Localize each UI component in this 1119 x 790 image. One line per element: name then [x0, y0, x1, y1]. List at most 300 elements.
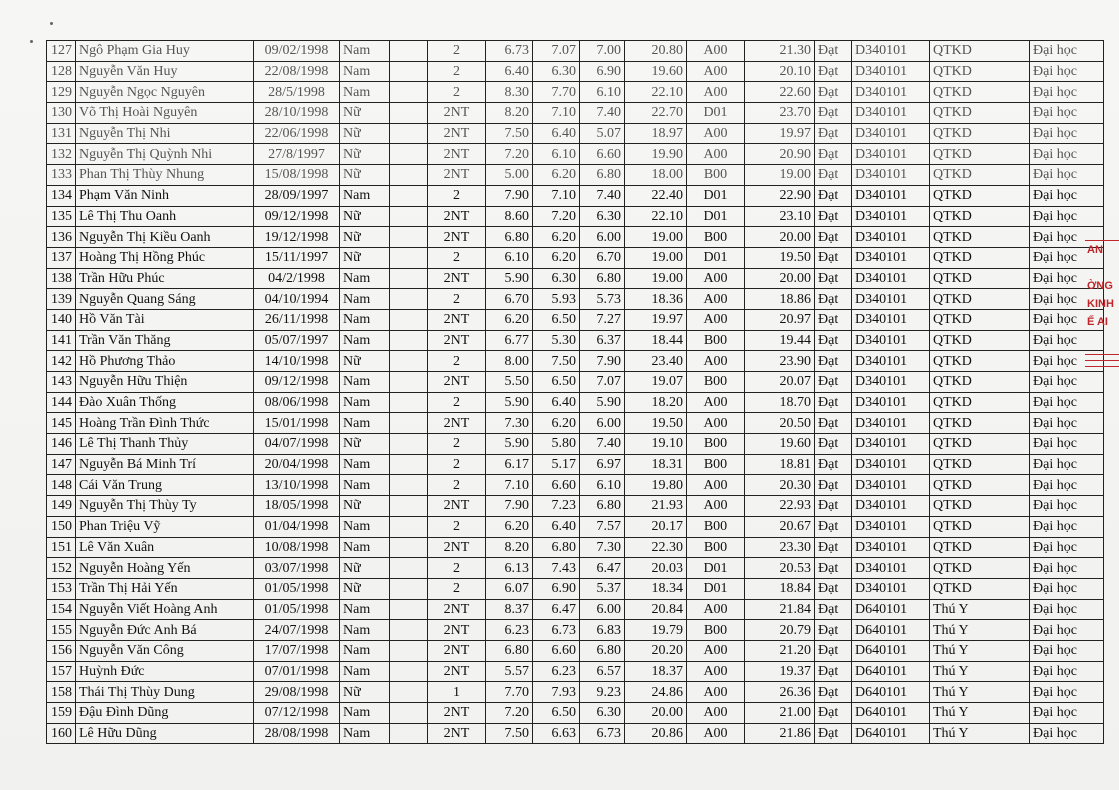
subject-score-3: 6.80 — [580, 165, 625, 186]
student-name: Hồ Phương Thảo — [76, 351, 254, 372]
table-row — [47, 703, 1104, 724]
subject-score-2: 6.50 — [533, 309, 580, 330]
major-name: QTKD — [930, 123, 1030, 144]
birth-date: 04/2/1998 — [254, 268, 340, 289]
subject-score-3: 7.07 — [580, 372, 625, 393]
major-code: D340101 — [852, 413, 930, 434]
blank-cell — [390, 185, 428, 206]
subject-total: 19.60 — [625, 61, 687, 82]
subject-score-2: 7.20 — [533, 206, 580, 227]
blank-cell — [390, 496, 428, 517]
subject-score-2: 7.23 — [533, 496, 580, 517]
row-number: 158 — [47, 682, 76, 703]
table-row — [47, 723, 1104, 744]
subject-score-1: 6.80 — [486, 227, 533, 248]
student-name: Hoàng Trần Đình Thức — [76, 413, 254, 434]
education-level: Đại học — [1030, 661, 1104, 682]
gender: Nữ — [340, 206, 390, 227]
exam-block: A00 — [687, 475, 745, 496]
subject-total: 19.97 — [625, 309, 687, 330]
subject-score-2: 5.30 — [533, 330, 580, 351]
subject-score-1: 5.90 — [486, 268, 533, 289]
birth-date: 01/05/1998 — [254, 578, 340, 599]
birth-date: 20/04/1998 — [254, 454, 340, 475]
priority-area: 2NT — [428, 372, 486, 393]
subject-score-2: 6.50 — [533, 703, 580, 724]
major-name: QTKD — [930, 82, 1030, 103]
row-number: 157 — [47, 661, 76, 682]
result-status: Đạt — [815, 351, 852, 372]
table-row — [47, 372, 1104, 393]
priority-area: 2 — [428, 392, 486, 413]
student-name: Lê Văn Xuân — [76, 537, 254, 558]
final-score: 20.97 — [745, 309, 815, 330]
subject-score-3: 6.30 — [580, 206, 625, 227]
final-score: 20.50 — [745, 413, 815, 434]
birth-date: 29/08/1998 — [254, 682, 340, 703]
gender: Nam — [340, 640, 390, 661]
gender: Nữ — [340, 144, 390, 165]
major-code: D340101 — [852, 516, 930, 537]
final-score: 19.37 — [745, 661, 815, 682]
subject-total: 19.50 — [625, 413, 687, 434]
table-row — [47, 144, 1104, 165]
result-status: Đạt — [815, 703, 852, 724]
gender: Nam — [340, 454, 390, 475]
row-number: 131 — [47, 123, 76, 144]
blank-cell — [390, 413, 428, 434]
blank-cell — [390, 330, 428, 351]
major-code: D340101 — [852, 185, 930, 206]
major-name: QTKD — [930, 41, 1030, 62]
priority-area: 2 — [428, 454, 486, 475]
exam-block: A00 — [687, 599, 745, 620]
student-name: Phan Triệu Vỹ — [76, 516, 254, 537]
stamp-text: AN — [1087, 244, 1103, 256]
subject-score-2: 7.10 — [533, 185, 580, 206]
student-name: Trần Hữu Phúc — [76, 268, 254, 289]
blank-cell — [390, 392, 428, 413]
major-name: Thú Y — [930, 640, 1030, 661]
blank-cell — [390, 454, 428, 475]
subject-score-1: 8.30 — [486, 82, 533, 103]
subject-score-1: 6.07 — [486, 578, 533, 599]
major-code: D340101 — [852, 330, 930, 351]
subject-score-2: 6.80 — [533, 537, 580, 558]
education-level: Đại học — [1030, 723, 1104, 744]
subject-total: 19.00 — [625, 227, 687, 248]
student-name: Nguyễn Hoàng Yến — [76, 558, 254, 579]
birth-date: 09/02/1998 — [254, 41, 340, 62]
table-row — [47, 578, 1104, 599]
student-name: Đậu Đình Dũng — [76, 703, 254, 724]
exam-block: B00 — [687, 516, 745, 537]
major-code: D340101 — [852, 123, 930, 144]
result-status: Đạt — [815, 372, 852, 393]
student-name: Đào Xuân Thống — [76, 392, 254, 413]
education-level: Đại học — [1030, 185, 1104, 206]
row-number: 139 — [47, 289, 76, 310]
birth-date: 28/10/1998 — [254, 103, 340, 124]
scan-speck — [30, 40, 33, 43]
subject-score-3: 6.83 — [580, 620, 625, 641]
result-status: Đạt — [815, 123, 852, 144]
birth-date: 15/11/1997 — [254, 247, 340, 268]
birth-date: 19/12/1998 — [254, 227, 340, 248]
subject-score-1: 7.50 — [486, 723, 533, 744]
row-number: 138 — [47, 268, 76, 289]
major-code: D340101 — [852, 227, 930, 248]
birth-date: 09/12/1998 — [254, 372, 340, 393]
row-number: 135 — [47, 206, 76, 227]
subject-total: 18.31 — [625, 454, 687, 475]
subject-total: 19.00 — [625, 247, 687, 268]
education-level: Đại học — [1030, 82, 1104, 103]
subject-score-3: 7.30 — [580, 537, 625, 558]
result-status: Đạt — [815, 247, 852, 268]
final-score: 23.30 — [745, 537, 815, 558]
result-status: Đạt — [815, 413, 852, 434]
major-name: QTKD — [930, 144, 1030, 165]
subject-score-2: 6.10 — [533, 144, 580, 165]
subject-score-1: 7.90 — [486, 496, 533, 517]
subject-score-2: 5.80 — [533, 434, 580, 455]
blank-cell — [390, 537, 428, 558]
row-number: 143 — [47, 372, 76, 393]
subject-score-1: 6.73 — [486, 41, 533, 62]
priority-area: 2NT — [428, 309, 486, 330]
blank-cell — [390, 123, 428, 144]
education-level: Đại học — [1030, 578, 1104, 599]
blank-cell — [390, 309, 428, 330]
subject-total: 22.30 — [625, 537, 687, 558]
subject-score-1: 6.40 — [486, 61, 533, 82]
gender: Nữ — [340, 227, 390, 248]
major-name: QTKD — [930, 247, 1030, 268]
row-number: 159 — [47, 703, 76, 724]
subject-score-2: 6.40 — [533, 392, 580, 413]
subject-score-1: 6.20 — [486, 309, 533, 330]
subject-score-2: 6.90 — [533, 578, 580, 599]
priority-area: 2 — [428, 61, 486, 82]
major-code: D640101 — [852, 599, 930, 620]
exam-block: B00 — [687, 537, 745, 558]
final-score: 20.00 — [745, 268, 815, 289]
row-number: 151 — [47, 537, 76, 558]
result-status: Đạt — [815, 165, 852, 186]
subject-score-1: 5.00 — [486, 165, 533, 186]
subject-total: 20.84 — [625, 599, 687, 620]
priority-area: 2NT — [428, 165, 486, 186]
subject-total: 24.86 — [625, 682, 687, 703]
birth-date: 24/07/1998 — [254, 620, 340, 641]
subject-score-3: 5.90 — [580, 392, 625, 413]
subject-score-1: 7.70 — [486, 682, 533, 703]
exam-block: D01 — [687, 558, 745, 579]
major-name: QTKD — [930, 392, 1030, 413]
subject-score-3: 7.00 — [580, 41, 625, 62]
major-name: QTKD — [930, 330, 1030, 351]
major-code: D340101 — [852, 289, 930, 310]
table-row — [47, 206, 1104, 227]
table-row — [47, 640, 1104, 661]
result-status: Đạt — [815, 723, 852, 744]
education-level: Đại học — [1030, 599, 1104, 620]
birth-date: 28/09/1997 — [254, 185, 340, 206]
row-number: 141 — [47, 330, 76, 351]
exam-block: B00 — [687, 227, 745, 248]
major-name: QTKD — [930, 475, 1030, 496]
exam-block: A00 — [687, 41, 745, 62]
education-level: Đại học — [1030, 206, 1104, 227]
blank-cell — [390, 144, 428, 165]
major-name: QTKD — [930, 558, 1030, 579]
major-code: D340101 — [852, 165, 930, 186]
subject-total: 19.79 — [625, 620, 687, 641]
gender: Nữ — [340, 578, 390, 599]
gender: Nam — [340, 41, 390, 62]
major-name: QTKD — [930, 372, 1030, 393]
major-code: D640101 — [852, 661, 930, 682]
table-row — [47, 537, 1104, 558]
subject-score-1: 5.57 — [486, 661, 533, 682]
row-number: 156 — [47, 640, 76, 661]
subject-score-2: 7.93 — [533, 682, 580, 703]
table-row — [47, 330, 1104, 351]
result-status: Đạt — [815, 682, 852, 703]
gender: Nam — [340, 330, 390, 351]
education-level: Đại học — [1030, 123, 1104, 144]
education-level: Đại học — [1030, 372, 1104, 393]
blank-cell — [390, 558, 428, 579]
final-score: 18.70 — [745, 392, 815, 413]
blank-cell — [390, 61, 428, 82]
priority-area: 2NT — [428, 599, 486, 620]
blank-cell — [390, 661, 428, 682]
exam-block: A00 — [687, 703, 745, 724]
table-row — [47, 475, 1104, 496]
subject-score-3: 6.57 — [580, 661, 625, 682]
major-code: D340101 — [852, 309, 930, 330]
table-row — [47, 413, 1104, 434]
gender: Nam — [340, 309, 390, 330]
gender: Nam — [340, 703, 390, 724]
priority-area: 2 — [428, 558, 486, 579]
row-number: 160 — [47, 723, 76, 744]
subject-score-3: 6.90 — [580, 61, 625, 82]
subject-score-1: 6.17 — [486, 454, 533, 475]
result-status: Đạt — [815, 268, 852, 289]
gender: Nam — [340, 82, 390, 103]
final-score: 20.00 — [745, 227, 815, 248]
result-status: Đạt — [815, 620, 852, 641]
final-score: 23.10 — [745, 206, 815, 227]
subject-score-2: 6.40 — [533, 516, 580, 537]
subject-score-2: 7.70 — [533, 82, 580, 103]
stamp-text: ỜNG — [1087, 280, 1113, 292]
major-name: QTKD — [930, 496, 1030, 517]
education-level: Đại học — [1030, 703, 1104, 724]
student-name: Nguyễn Bá Minh Trí — [76, 454, 254, 475]
student-name: Trần Văn Thăng — [76, 330, 254, 351]
student-name: Nguyễn Văn Công — [76, 640, 254, 661]
table-row — [47, 620, 1104, 641]
education-level: Đại học — [1030, 165, 1104, 186]
major-name: QTKD — [930, 537, 1030, 558]
student-name: Trần Thị Hải Yến — [76, 578, 254, 599]
final-score: 20.67 — [745, 516, 815, 537]
exam-block: A00 — [687, 289, 745, 310]
final-score: 21.84 — [745, 599, 815, 620]
subject-total: 21.93 — [625, 496, 687, 517]
final-score: 18.81 — [745, 454, 815, 475]
major-name: QTKD — [930, 413, 1030, 434]
subject-score-1: 8.20 — [486, 103, 533, 124]
gender: Nam — [340, 268, 390, 289]
row-number: 137 — [47, 247, 76, 268]
education-level: Đại học — [1030, 413, 1104, 434]
education-level: Đại học — [1030, 144, 1104, 165]
exam-block: A00 — [687, 413, 745, 434]
major-name: QTKD — [930, 103, 1030, 124]
subject-score-2: 7.43 — [533, 558, 580, 579]
final-score: 22.60 — [745, 82, 815, 103]
priority-area: 2NT — [428, 413, 486, 434]
result-status: Đạt — [815, 537, 852, 558]
gender: Nữ — [340, 103, 390, 124]
stamp-text: KINH — [1087, 298, 1114, 310]
subject-score-2: 6.60 — [533, 475, 580, 496]
exam-block: A00 — [687, 268, 745, 289]
gender: Nam — [340, 392, 390, 413]
table-row — [47, 82, 1104, 103]
blank-cell — [390, 268, 428, 289]
exam-block: B00 — [687, 165, 745, 186]
blank-cell — [390, 41, 428, 62]
exam-block: A00 — [687, 123, 745, 144]
gender: Nam — [340, 620, 390, 641]
priority-area: 2 — [428, 475, 486, 496]
row-number: 152 — [47, 558, 76, 579]
blank-cell — [390, 351, 428, 372]
row-number: 127 — [47, 41, 76, 62]
final-score: 20.30 — [745, 475, 815, 496]
blank-cell — [390, 82, 428, 103]
result-status: Đạt — [815, 103, 852, 124]
subject-score-3: 6.00 — [580, 413, 625, 434]
gender: Nam — [340, 516, 390, 537]
subject-score-3: 6.80 — [580, 496, 625, 517]
table-row — [47, 247, 1104, 268]
major-code: D340101 — [852, 206, 930, 227]
row-number: 148 — [47, 475, 76, 496]
row-number: 142 — [47, 351, 76, 372]
subject-score-3: 6.00 — [580, 599, 625, 620]
table-row — [47, 61, 1104, 82]
education-level: Đại học — [1030, 309, 1104, 330]
priority-area: 2NT — [428, 496, 486, 517]
education-level: Đại học — [1030, 640, 1104, 661]
blank-cell — [390, 516, 428, 537]
education-level: Đại học — [1030, 475, 1104, 496]
major-code: D340101 — [852, 372, 930, 393]
final-score: 19.97 — [745, 123, 815, 144]
birth-date: 15/01/1998 — [254, 413, 340, 434]
major-code: D340101 — [852, 392, 930, 413]
final-score: 21.86 — [745, 723, 815, 744]
major-name: QTKD — [930, 289, 1030, 310]
stamp-text: Ế AI — [1087, 316, 1108, 328]
subject-score-2: 6.40 — [533, 123, 580, 144]
education-level: Đại học — [1030, 351, 1104, 372]
row-number: 128 — [47, 61, 76, 82]
priority-area: 2NT — [428, 723, 486, 744]
major-name: QTKD — [930, 61, 1030, 82]
priority-area: 2NT — [428, 227, 486, 248]
row-number: 145 — [47, 413, 76, 434]
subject-score-3: 7.40 — [580, 185, 625, 206]
subject-score-3: 6.00 — [580, 227, 625, 248]
blank-cell — [390, 599, 428, 620]
gender: Nữ — [340, 351, 390, 372]
subject-score-3: 5.07 — [580, 123, 625, 144]
priority-area: 2 — [428, 289, 486, 310]
subject-total: 20.80 — [625, 41, 687, 62]
row-number: 130 — [47, 103, 76, 124]
subject-score-2: 6.23 — [533, 661, 580, 682]
blank-cell — [390, 578, 428, 599]
birth-date: 13/10/1998 — [254, 475, 340, 496]
subject-total: 18.00 — [625, 165, 687, 186]
subject-score-3: 6.73 — [580, 723, 625, 744]
result-status: Đạt — [815, 330, 852, 351]
table-row — [47, 268, 1104, 289]
education-level: Đại học — [1030, 247, 1104, 268]
major-code: D340101 — [852, 247, 930, 268]
subject-score-2: 6.20 — [533, 227, 580, 248]
birth-date: 26/11/1998 — [254, 309, 340, 330]
major-code: D340101 — [852, 475, 930, 496]
subject-total: 18.97 — [625, 123, 687, 144]
exam-block: D01 — [687, 185, 745, 206]
birth-date: 17/07/1998 — [254, 640, 340, 661]
table-row — [47, 185, 1104, 206]
exam-block: B00 — [687, 330, 745, 351]
exam-block: B00 — [687, 434, 745, 455]
major-code: D640101 — [852, 682, 930, 703]
priority-area: 2NT — [428, 537, 486, 558]
subject-total: 20.17 — [625, 516, 687, 537]
subject-score-2: 6.30 — [533, 61, 580, 82]
priority-area: 2 — [428, 185, 486, 206]
subject-score-3: 6.97 — [580, 454, 625, 475]
subject-score-3: 6.70 — [580, 247, 625, 268]
row-number: 129 — [47, 82, 76, 103]
result-status: Đạt — [815, 434, 852, 455]
subject-score-3: 6.10 — [580, 475, 625, 496]
priority-area: 2 — [428, 516, 486, 537]
subject-score-1: 8.60 — [486, 206, 533, 227]
major-name: QTKD — [930, 227, 1030, 248]
result-status: Đạt — [815, 227, 852, 248]
gender: Nữ — [340, 558, 390, 579]
exam-block: D01 — [687, 247, 745, 268]
blank-cell — [390, 475, 428, 496]
blank-cell — [390, 247, 428, 268]
subject-score-2: 6.47 — [533, 599, 580, 620]
exam-block: D01 — [687, 103, 745, 124]
major-code: D340101 — [852, 558, 930, 579]
